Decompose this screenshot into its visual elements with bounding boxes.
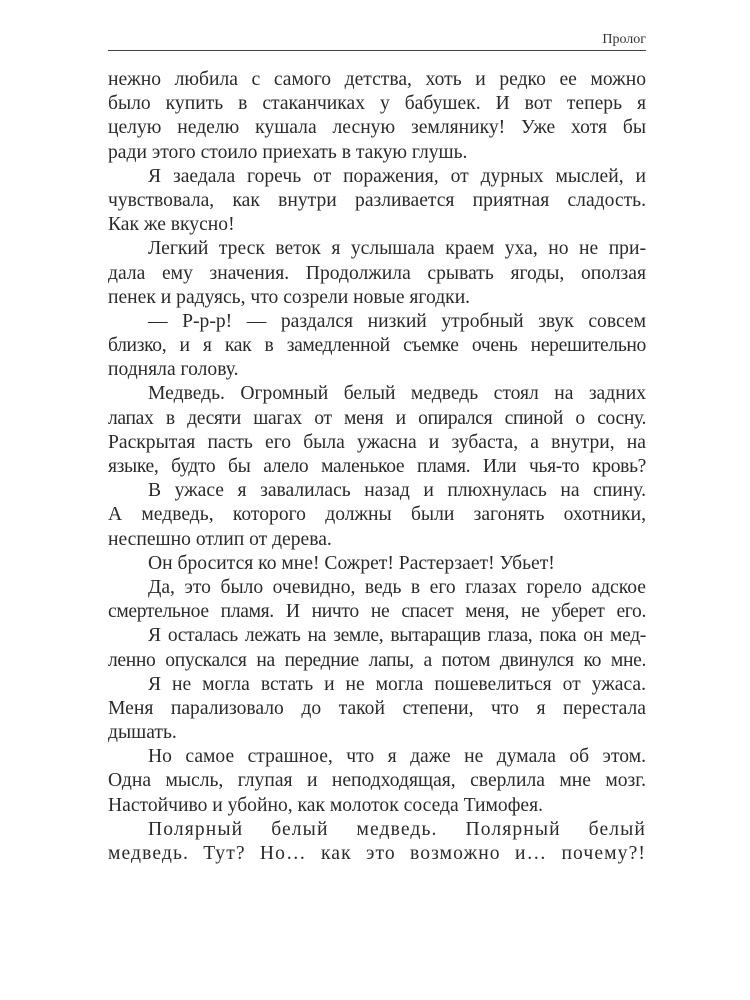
- text-line: дала ему значения. Продолжила срывать ягоды, оползая: [108, 262, 646, 284]
- text-line: лапах в десяти шагах от меня и опирался спиной о сосну.: [108, 407, 646, 429]
- text-line: А медведь, которого должны были загонять охотники,: [108, 504, 646, 526]
- text-line: Медведь. Огромный белый медведь стоял на задних: [148, 383, 646, 405]
- text-line: языке, будто бы алело маленькое пламя. Или чья-то кровь?: [108, 456, 646, 477]
- text-line: было купить в стаканчиках у бабушек. И вот теперь я: [108, 93, 646, 115]
- text-line: близко, и я как в замедленной съемке очень нерешительно: [108, 335, 646, 357]
- text-line: Как же вкусно!: [108, 214, 235, 236]
- text-line: целую неделю кушала лесную землянику! Уже хотя бы: [108, 117, 646, 139]
- body-text: [108, 68, 646, 866]
- text-line: Он бросится ко мне! Сожрет! Растерзает! Убьет!: [148, 552, 555, 574]
- text-line: нежно любила с самого детства, хоть и редко ее можно: [108, 69, 646, 90]
- text-line: Полярный белый медведь. Полярный белый: [148, 818, 646, 840]
- text-line: смертельное пламя. И ничто не спасет меня, не уберет его.: [108, 601, 646, 623]
- text-line: чувствовала, как внутри разливается приятная сладость.: [108, 189, 646, 211]
- text-line: Я осталась лежать на земле, вытаращив глаза, пока он мед-: [148, 625, 646, 647]
- text-line: — Р-р-р! — раздался низкий утробный звук совсем: [148, 310, 646, 332]
- text-line: Да, это было очевидно, ведь в его глазах горело адское: [148, 576, 646, 598]
- header-rule: [108, 50, 646, 51]
- text-line: подняла голову.: [108, 359, 239, 381]
- text-line: Но самое страшное, что я даже не думала об этом.: [148, 746, 646, 768]
- text-line: Легкий треск веток я услышала краем уха, но не при-: [148, 238, 646, 260]
- text-line: В ужасе я завалилась назад и плюхнулась на спину.: [148, 480, 646, 502]
- text-line: неспешно отлип от дерева.: [108, 528, 332, 550]
- text-line: Я заедала горечь от поражения, от дурных мыслей, и: [148, 165, 646, 187]
- text-line: Одна мысль, глупая и неподходящая, сверлила мне мозг.: [108, 770, 646, 792]
- text-line: дышать.: [108, 722, 177, 744]
- text-line: пенек и радуясь, что созрели новые ягодки.: [108, 286, 471, 308]
- text-line: Настойчиво и убойно, как молоток соседа Тимофея.: [108, 794, 544, 816]
- text-line: ради этого стоило приехать в такую глушь.: [108, 141, 468, 163]
- text-line: медведь. Тут? Но… как это возможно и… почему?!: [108, 843, 646, 864]
- text-line: Я не могла встать и не могла пошевелиться от ужаса.: [148, 673, 646, 695]
- text-line: Раскрытая пасть его была ужасна и зубаста, а внутри, на: [108, 431, 646, 453]
- text-line: ленно опускался на передние лапы, а потом двинулся ко мне.: [108, 649, 646, 671]
- text-line: Меня парализовало до такой степени, что я перестала: [108, 697, 646, 719]
- running-header: Пролог: [602, 32, 646, 47]
